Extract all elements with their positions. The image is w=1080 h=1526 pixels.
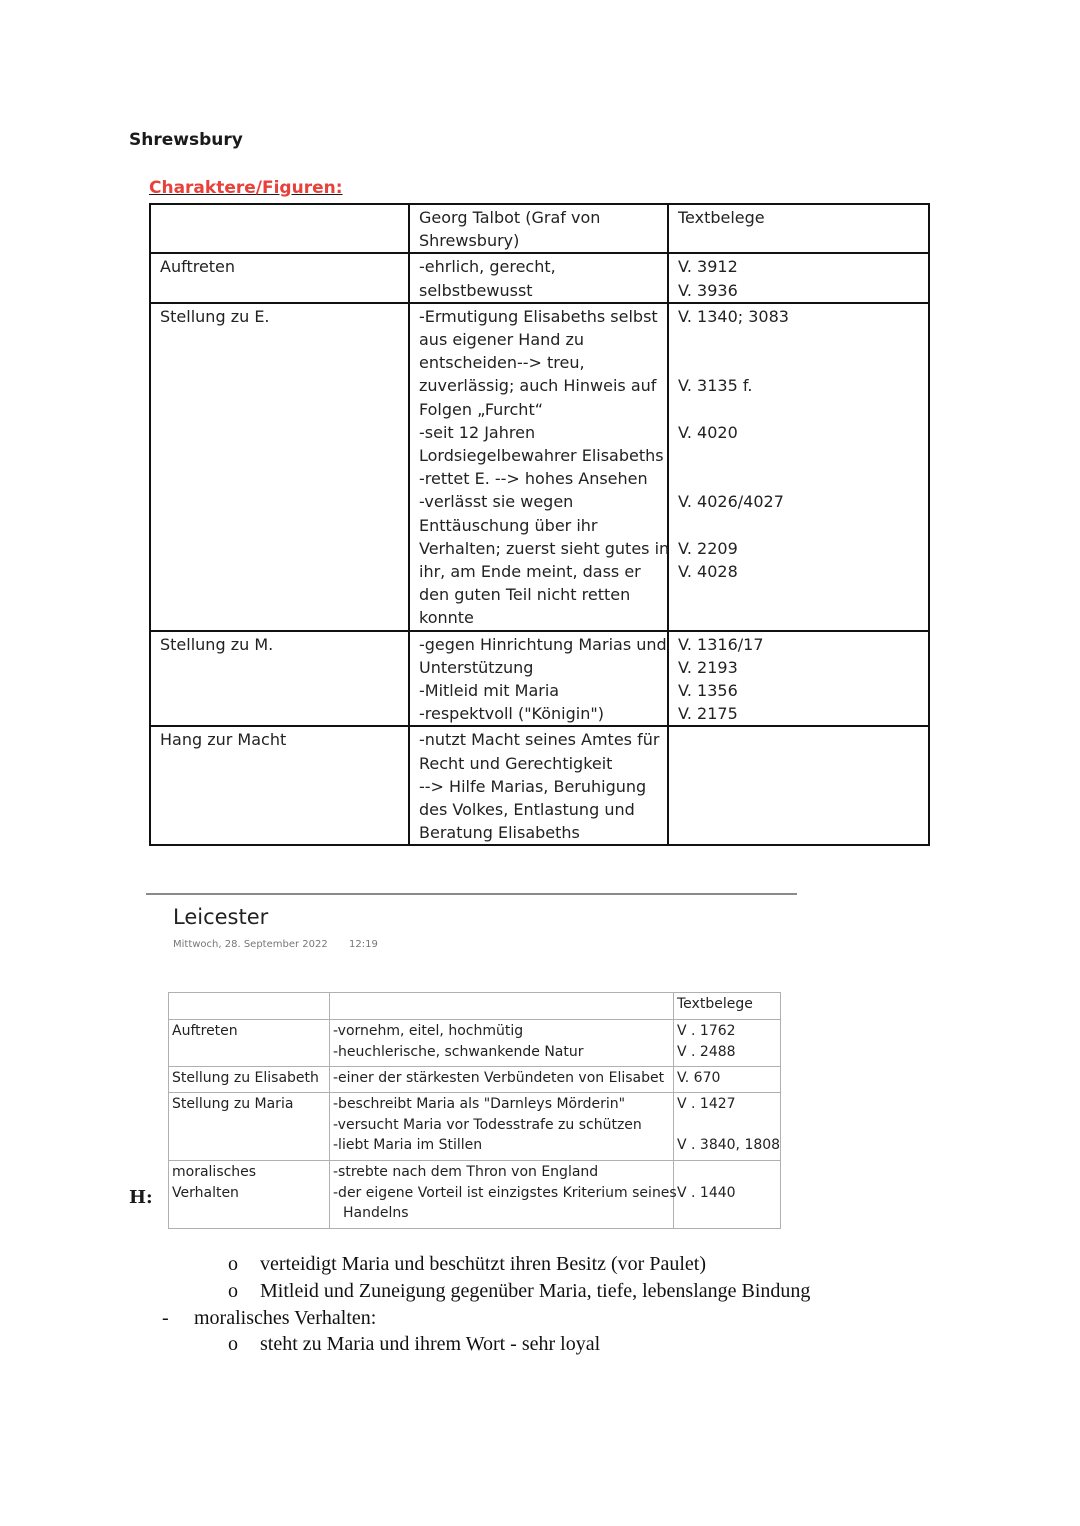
table-row [150, 303, 929, 631]
row-label: Stellung zu M. [150, 631, 409, 727]
table-row [150, 253, 929, 302]
character-table-shrewsbury [149, 203, 930, 846]
character-table-leicester [168, 992, 781, 1229]
list-item: moralisches Verhalten: [194, 1307, 377, 1329]
row-label: Stellung zu E. [150, 303, 409, 631]
page-title: Leicester [173, 905, 269, 929]
section-label [149, 178, 343, 198]
row-label: Stellung zu Maria [169, 1093, 330, 1161]
header-cell-empty [150, 204, 409, 253]
table-row [169, 1020, 781, 1067]
header-cell-empty [330, 993, 674, 1020]
table-row [169, 1093, 781, 1161]
row-description: -Ermutigung Elisabeths selbst aus eigener Hand zu entscheiden--> treu, zuverlässig; auch Hinweis auf Folgen „Furcht“ -seit 12 Jahren Lordsiegelbewahrer Elisabeths -rettet E. --> hohes Ansehen -verlässt sie wegen Enttäuschung über ihr Verhalten; zuerst sieht gutes in ihr, am Ende meint, dass er den guten Teil nicht retten konnte [409, 303, 668, 631]
table-row [169, 1067, 781, 1093]
divider [146, 893, 797, 895]
section-label-text: Charaktere/Figuren: [149, 178, 343, 198]
row-description: -vornehm, eitel, hochmütig -heuchlerische, schwankende Natur [330, 1020, 674, 1067]
header-cell-name: Georg Talbot (Graf von Shrewsbury) [409, 204, 668, 253]
table-row [150, 726, 929, 845]
row-label: moralisches Verhalten [169, 1161, 330, 1229]
row-references: V . 1762 V . 2488 [674, 1020, 781, 1067]
row-description: -ehrlich, gerecht, selbstbewusst [409, 253, 668, 302]
row-label: Hang zur Macht [150, 726, 409, 845]
row-references: V. 3912 V. 3936 [668, 253, 929, 302]
header-cell-empty [169, 993, 330, 1020]
page-time: 12:19 [349, 939, 378, 950]
page-heading: Shrewsbury [129, 130, 243, 150]
list-item: verteidigt Maria und beschützt ihren Besitz (vor Paulet) [260, 1253, 706, 1275]
page-date: Mittwoch, 28. September 2022 [173, 939, 328, 950]
row-references: V. 1316/17 V. 2193 V. 1356 V. 2175 [668, 631, 929, 727]
table-header-row [150, 204, 929, 253]
row-description: -nutzt Macht seines Amtes für Recht und Gerechtigkeit --> Hilfe Marias, Beruhigung des Volkes, Entlastung und Beratung Elisabeths [409, 726, 668, 845]
list-item: steht zu Maria und ihrem Wort - sehr loyal [260, 1333, 601, 1355]
bullet-circle: o [228, 1253, 238, 1275]
list-item: Mitleid und Zuneigung gegenüber Maria, tiefe, lebenslange Bindung [260, 1280, 811, 1302]
row-description: -gegen Hinrichtung Marias und Unterstützung -Mitleid mit Maria -respektvoll ("Königin") [409, 631, 668, 727]
row-references: V. 670 [674, 1067, 781, 1093]
row-references: V. 1340; 3083 V. 3135 f. V. 4020 V. 4026/4027 V. 2209 V. 4028 [668, 303, 929, 631]
table-row [150, 631, 929, 727]
header-cell-refs: Textbelege [674, 993, 781, 1020]
row-references [668, 726, 929, 845]
row-description: -beschreibt Maria als "Darnleys Mörderin" -versucht Maria vor Todesstrafe zu schützen -liebt Maria im Stillen [330, 1093, 674, 1161]
row-description: -einer der stärkesten Verbündeten von Elisabet [330, 1067, 674, 1093]
bullet-circle: o [228, 1280, 238, 1302]
table-header-row [169, 993, 781, 1020]
bullet-dash: - [162, 1307, 169, 1329]
stray-text: H: [129, 1187, 153, 1208]
row-references: V . 1440 [674, 1161, 781, 1229]
row-label: Auftreten [169, 1020, 330, 1067]
row-label: Auftreten [150, 253, 409, 302]
header-cell-refs: Textbelege [668, 204, 929, 253]
table-row [169, 1161, 781, 1229]
row-description: -strebte nach dem Thron von England -der eigene Vorteil ist einzigstes Kriterium seines Handelns [330, 1161, 674, 1229]
bullet-circle: o [228, 1333, 238, 1355]
row-label: Stellung zu Elisabeth [169, 1067, 330, 1093]
row-references: V . 1427 V . 3840, 1808 [674, 1093, 781, 1161]
